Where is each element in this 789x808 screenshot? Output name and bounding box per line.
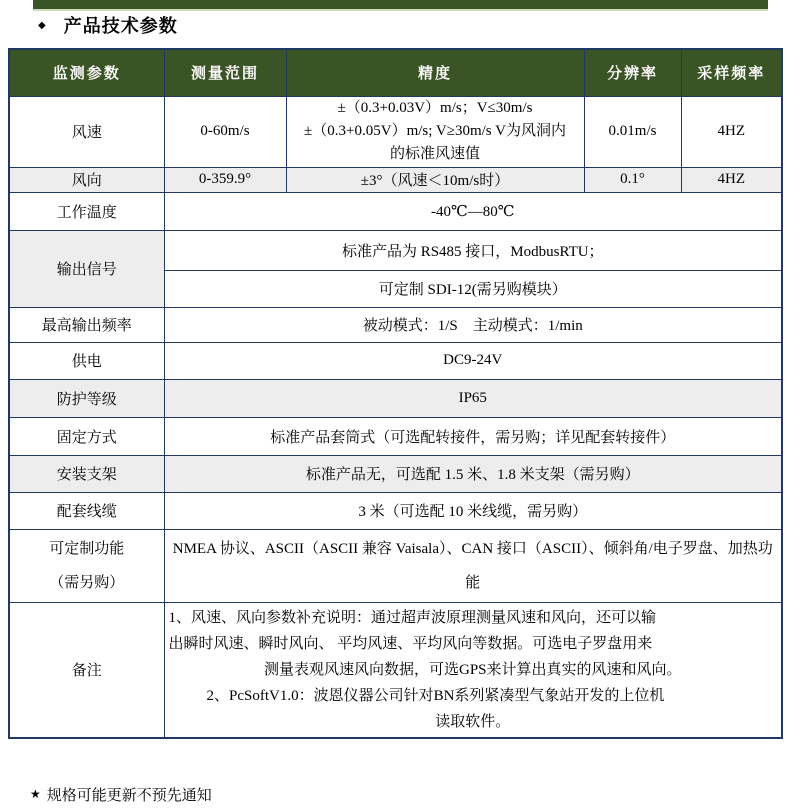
output-signal-label: 输出信号 — [9, 230, 164, 307]
row-value: 标准产品无，可选配 1.5 米、1.8 米支架（需另购） — [164, 455, 782, 492]
remarks-line: 2、PcSoftV1.0：波恩仪器公司针对BN系列紧凑型气象站开发的上位机 — [206, 687, 665, 704]
row-wind-speed — [9, 96, 782, 167]
output-signal-standard: 标准产品为 RS485 接口，ModbusRTU； — [164, 230, 782, 270]
row-label: 防护等级 — [9, 379, 164, 417]
row-value: 3 米（可选配 10 米线缆，需另购） — [164, 492, 782, 529]
remarks-line: 测量表观风速风向数据，可选GPS来计算出真实的风速和风向。 — [263, 661, 682, 678]
row-mounting-bracket — [9, 455, 782, 492]
row-mounting-method — [9, 417, 782, 455]
top-accent-bar — [33, 0, 768, 11]
wind-direction-param: 风向 — [9, 167, 164, 192]
remarks-line: 出瞬时风速、瞬时风向、 平均风速、平均风向等数据。可选电子罗盘用来 — [168, 635, 653, 652]
row-custom-functions — [9, 529, 782, 602]
wind-speed-accuracy — [286, 96, 584, 167]
wind-direction-range: 0-359.9° — [164, 167, 286, 192]
remarks-value — [164, 602, 782, 738]
header-cell-parameter: 监测参数 — [9, 49, 164, 96]
custom-functions-label — [9, 529, 164, 602]
accuracy-line: ±（0.3+0.05V）m/s; V≥30m/s V为风洞内 — [304, 123, 566, 139]
accuracy-line: ±（0.3+0.03V）m/s；V≤30m/s — [337, 100, 533, 116]
row-wind-direction — [9, 167, 782, 192]
row-power-supply — [9, 342, 782, 379]
row-label: 配套线缆 — [9, 492, 164, 529]
wind-direction-resolution: 0.1° — [584, 167, 681, 192]
wind-speed-resolution: 0.01m/s — [584, 96, 681, 167]
header-cell-sampling: 采样频率 — [681, 49, 782, 96]
row-cable — [9, 492, 782, 529]
star-icon: ★ — [30, 787, 41, 801]
label-line: 可定制功能 — [49, 540, 125, 557]
row-remarks — [9, 602, 782, 738]
header-cell-resolution: 分辨率 — [584, 49, 681, 96]
custom-functions-value: NMEA 协议、ASCII（ASCII 兼容 Vaisala）、CAN 接口（ASCII）、倾斜角/电子罗盘、加热功能 — [164, 529, 782, 602]
wind-speed-sampling: 4HZ — [681, 96, 782, 167]
remarks-line: 1、风速、风向参数补充说明：通过超声波原理测量风速和风向，还可以输 — [168, 609, 657, 626]
row-protection-rating — [9, 379, 782, 417]
row-label: 安装支架 — [9, 455, 164, 492]
wind-speed-range: 0-60m/s — [164, 96, 286, 167]
header-cell-accuracy: 精度 — [286, 49, 584, 96]
diamond-bullet-icon: ◆ — [38, 19, 46, 31]
row-value: 被动模式：1/S 主动模式：1/min — [164, 307, 782, 342]
wind-direction-sampling: 4HZ — [681, 167, 782, 192]
row-value: DC9-24V — [164, 342, 782, 379]
row-value: IP65 — [164, 379, 782, 417]
row-operating-temp — [9, 192, 782, 230]
page-title: 产品技术参数 — [63, 16, 178, 36]
row-label: 供电 — [9, 342, 164, 379]
row-value: 标准产品套筒式（可选配转接件，需另购；详见配套转接件） — [164, 417, 782, 455]
output-signal-custom: 可定制 SDI-12(需另购模块） — [164, 270, 782, 307]
footer-note-text: 规格可能更新不预先通知 — [46, 788, 212, 804]
spec-table — [8, 48, 783, 739]
row-label: 最高输出频率 — [9, 307, 164, 342]
operating-temp-label: 工作温度 — [9, 192, 164, 230]
accuracy-line: 的标准风速值 — [389, 146, 480, 162]
row-output-signal — [9, 230, 782, 270]
remarks-label: 备注 — [9, 602, 164, 738]
wind-speed-param: 风速 — [9, 96, 164, 167]
label-line: （需另购） — [49, 574, 125, 591]
header-cell-range: 测量范围 — [164, 49, 286, 96]
row-max-output-rate — [9, 307, 782, 342]
section-title — [38, 12, 178, 38]
operating-temp-value: -40℃—80℃ — [164, 192, 782, 230]
remarks-line: 读取软件。 — [435, 713, 511, 730]
row-label: 固定方式 — [9, 417, 164, 455]
table-header-row — [9, 49, 782, 96]
footer-note — [30, 784, 212, 805]
wind-direction-accuracy: ±3°（风速＜10m/s时） — [286, 167, 584, 192]
